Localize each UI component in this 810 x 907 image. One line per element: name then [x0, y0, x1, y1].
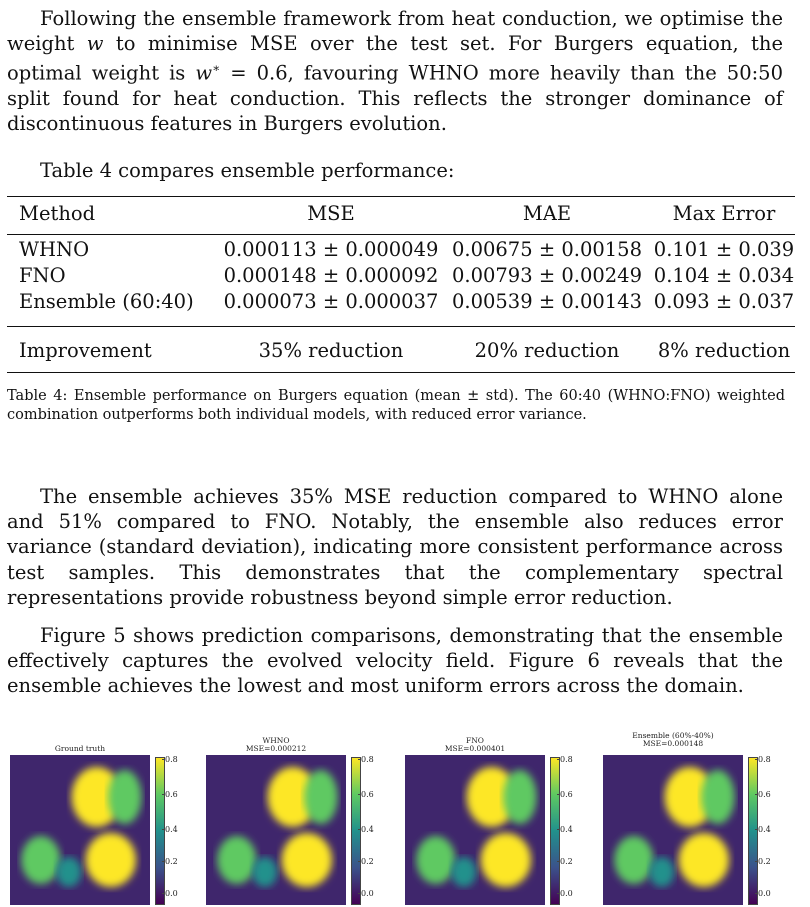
- velocity-field-heatmap: [603, 755, 743, 905]
- cell-improvement-mae: 20% reduction: [474, 339, 620, 362]
- colorbar-tick-label: 0.2: [361, 857, 374, 866]
- velocity-blob: [252, 857, 277, 887]
- cell-mse: 0.000148 ± 0.000092: [223, 264, 439, 287]
- table-caption: Table 4: Ensemble performance on Burgers equation (mean ± std). The 60:40 (WHNO:FNO) weighted combination outperforms both individual models, with reduced error variance.: [7, 388, 785, 424]
- colorbar-tick-label: 0.8: [165, 755, 178, 764]
- figure-panel-ground-truth: [0, 735, 190, 907]
- heatmap-svg: [206, 755, 346, 905]
- figure-panel-fno: [395, 735, 585, 907]
- velocity-blob: [503, 770, 537, 824]
- colorbar-tick-label: 0.2: [165, 857, 178, 866]
- velocity-blob: [614, 836, 653, 884]
- figure-panel-whno: [196, 735, 386, 907]
- colorbar-tick-label: 0.8: [361, 755, 374, 764]
- panel-title: WHNO: [262, 736, 290, 745]
- table-top-rule: [7, 196, 795, 197]
- cell-improvement-mse: 35% reduction: [258, 339, 404, 362]
- heatmap-svg: [10, 755, 150, 905]
- cell-method: Ensemble (60:40): [19, 290, 194, 313]
- velocity-blob: [282, 833, 332, 887]
- header-method: Method: [19, 202, 96, 225]
- symbol-w-star: w: [195, 61, 213, 85]
- header-mae: MAE: [522, 202, 572, 225]
- colorbar-tick-label: 0.4: [361, 825, 374, 834]
- cell-improvement-max-error: 8% reduction: [657, 339, 791, 362]
- prediction-comparison-figure: [0, 731, 810, 907]
- velocity-blob: [649, 857, 674, 887]
- heatmap-svg: [405, 755, 545, 905]
- paragraph-text: Following the ensemble framework from heat conduction, we optimise the weight: [7, 7, 783, 56]
- velocity-blob: [481, 833, 531, 887]
- symbol-w: w: [86, 32, 104, 56]
- panel-subtitle: MSE=0.000401: [444, 744, 506, 753]
- panel-subtitle: MSE=0.000148: [642, 739, 704, 748]
- header-max-error: Max Error: [672, 202, 776, 225]
- velocity-blob: [56, 857, 81, 887]
- cell-mse: 0.000113 ± 0.000049: [223, 238, 439, 261]
- cell-max-error: 0.104 ± 0.034: [653, 264, 795, 287]
- colorbar-tick-label: 0.4: [758, 825, 771, 834]
- colorbar-tick-label: 0.6: [165, 790, 178, 799]
- colorbar-tick-label: 0.8: [758, 755, 771, 764]
- colorbar-tick-label: 0.2: [560, 857, 573, 866]
- velocity-blob: [86, 833, 136, 887]
- colorbar: [550, 757, 560, 905]
- colorbar-tick-label: 0.0: [758, 889, 771, 898]
- table-mid-rule: [7, 326, 795, 327]
- velocity-field-heatmap: [405, 755, 545, 905]
- table-header-rule: [7, 234, 795, 235]
- cell-mae: 0.00539 ± 0.00143: [451, 290, 642, 313]
- velocity-blob: [304, 770, 338, 824]
- cell-max-error: 0.093 ± 0.037: [653, 290, 795, 313]
- cell-method: FNO: [19, 264, 66, 287]
- cell-max-error: 0.101 ± 0.039: [653, 238, 795, 261]
- panel-title: Ground truth: [54, 744, 106, 753]
- paragraph-ensemble-weight: [7, 6, 783, 137]
- velocity-blob: [21, 836, 60, 884]
- velocity-blob: [108, 770, 142, 824]
- superscript-star: ∗: [212, 61, 221, 76]
- velocity-blob: [416, 836, 455, 884]
- colorbar: [748, 757, 758, 905]
- velocity-field-heatmap: [206, 755, 346, 905]
- velocity-blob: [701, 770, 735, 824]
- colorbar-tick-label: 0.0: [361, 889, 374, 898]
- table-row: [7, 263, 795, 289]
- panel-title: FNO: [466, 736, 484, 745]
- velocity-blob: [451, 857, 476, 887]
- table-bottom-rule: [7, 372, 795, 373]
- table-row: [7, 289, 795, 315]
- paragraph-ensemble-results: The ensemble achieves 35% MSE reduction compared to WHNO alone and 51% compared to FNO. Notably, the ensemble also reduces error variance (standard deviation), indicating more consistent performance across test samples. This demonstrates that the complementary spectral representations provide robustness beyond simple error reduction.: [7, 485, 783, 609]
- heatmap-svg: [603, 755, 743, 905]
- cell-mae: 0.00793 ± 0.00249: [451, 264, 642, 287]
- paragraph-text: to minimise MSE over the test set. For Burgers equation, the optimal weight is: [7, 32, 783, 85]
- colorbar-tick-label: 0.4: [560, 825, 573, 834]
- paragraph-text: = 0.6, favouring WHNO more heavily than the 50:50 split found for heat conduction. This reflects the stronger dominance of discontinuous features in Burgers evolution.: [7, 61, 783, 136]
- cell-method: WHNO: [19, 238, 90, 261]
- paragraph-table-intro: Table 4 compares ensemble performance:: [40, 159, 455, 182]
- figure-panel-ensemble: [593, 731, 783, 907]
- paragraph-figure-discussion: Figure 5 shows prediction comparisons, demonstrating that the ensemble effectively captures the evolved velocity field. Figure 6 reveals that the ensemble achieves the lowest and most uniform errors across the domain.: [7, 624, 783, 698]
- colorbar-tick-label: 0.2: [758, 857, 771, 866]
- cell-mse: 0.000073 ± 0.000037: [223, 290, 439, 313]
- colorbar: [155, 757, 165, 905]
- table-header-row: [7, 201, 795, 227]
- colorbar-tick-label: 0.6: [361, 790, 374, 799]
- table-improvement-row: [7, 338, 795, 364]
- colorbar-tick-label: 0.0: [165, 889, 178, 898]
- header-mse: MSE: [307, 202, 355, 225]
- cell-mae: 0.00675 ± 0.00158: [451, 238, 642, 261]
- table-row: [7, 237, 795, 263]
- panel-subtitle: MSE=0.000212: [245, 744, 307, 753]
- colorbar-tick-label: 0.6: [758, 790, 771, 799]
- panel-title: Ensemble (60%-40%): [632, 731, 714, 740]
- velocity-blob: [679, 833, 729, 887]
- velocity-field-heatmap: [10, 755, 150, 905]
- colorbar: [351, 757, 361, 905]
- colorbar-tick-label: 0.8: [560, 755, 573, 764]
- cell-improvement-label: Improvement: [19, 339, 152, 362]
- colorbar-tick-label: 0.4: [165, 825, 178, 834]
- colorbar-tick-label: 0.0: [560, 889, 573, 898]
- colorbar-tick-label: 0.6: [560, 790, 573, 799]
- velocity-blob: [217, 836, 256, 884]
